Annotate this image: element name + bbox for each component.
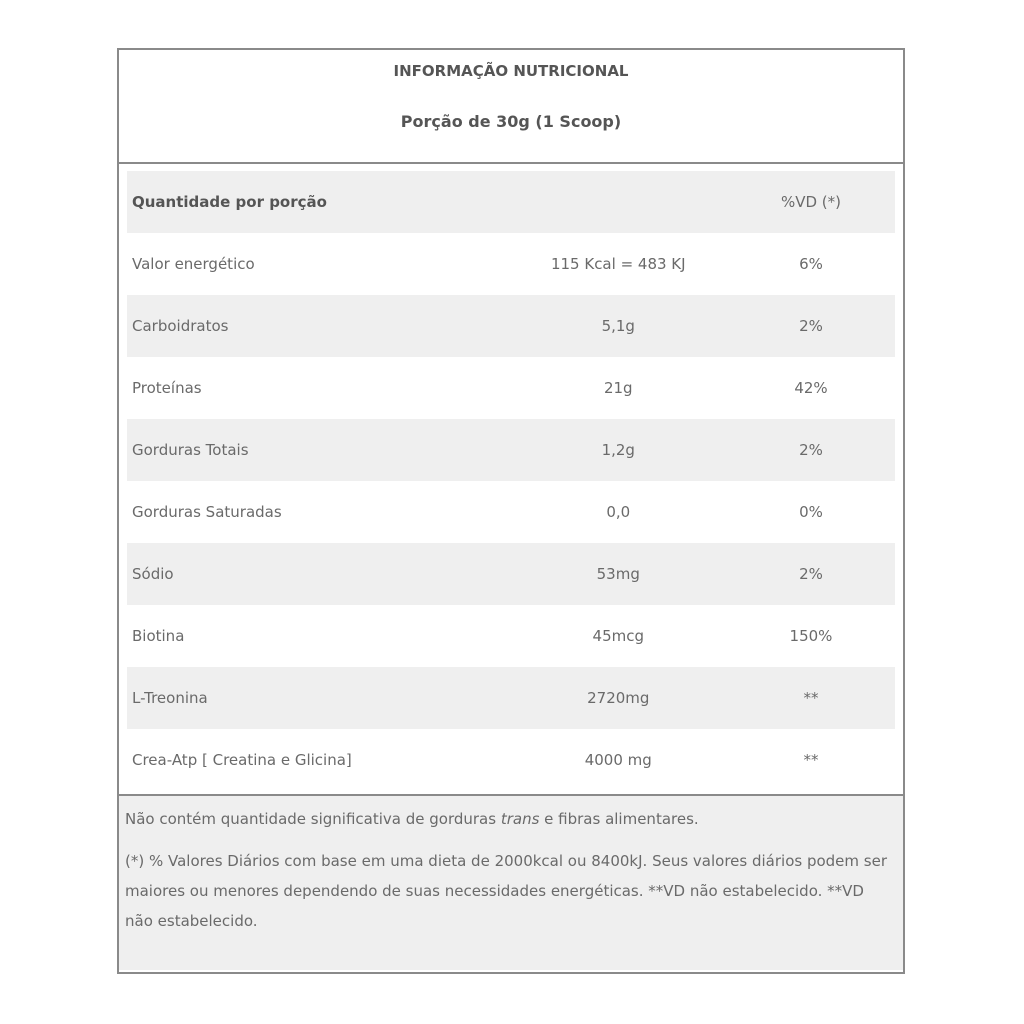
nutrition-table xyxy=(119,164,903,796)
nutrient-amount: 5,1g xyxy=(601,317,635,335)
label-header xyxy=(119,50,903,164)
column-header-dv: %VD (*) xyxy=(780,193,842,211)
nutrient-dv: 2% xyxy=(799,317,823,335)
table-row xyxy=(127,419,895,481)
nutrient-amount: 4000 mg xyxy=(584,751,652,769)
trans-fat-note: Não contém quantidade significativa de gorduras trans e fibras alimentares. xyxy=(125,810,699,828)
nutrient-name: Sódio xyxy=(132,565,174,583)
nutrient-dv: 42% xyxy=(794,379,828,397)
table-row xyxy=(127,605,895,667)
nutrient-amount: 0,0 xyxy=(606,503,631,521)
nutrient-dv: 150% xyxy=(789,627,833,645)
column-header-quantity: Quantidade por porção xyxy=(132,193,327,211)
nutrient-name: Gorduras Totais xyxy=(132,441,249,459)
nutrient-name: Valor energético xyxy=(132,255,255,273)
nutrient-name: L-Treonina xyxy=(132,689,208,707)
daily-value-note: (*) % Valores Diários com base em uma dieta de 2000kcal ou 8400kJ. Seus valores diários podem ser maiores ou menores dependendo de suas necessidades energéticas. **VD não estabelecido. **VD não estabelecido. xyxy=(125,852,887,930)
nutrient-amount: 21g xyxy=(603,379,633,397)
nutrient-name: Carboidratos xyxy=(132,317,229,335)
nutrient-amount: 1,2g xyxy=(601,441,635,459)
portion-size: Porção de 30g (1 Scoop) xyxy=(400,112,622,131)
nutrient-name: Biotina xyxy=(132,627,185,645)
table-row xyxy=(127,729,895,791)
table-row xyxy=(127,543,895,605)
label-footer xyxy=(119,796,903,970)
nutrient-name: Gorduras Saturadas xyxy=(132,503,282,521)
table-row xyxy=(127,481,895,543)
nutrient-amount: 2720mg xyxy=(587,689,650,707)
nutrient-amount: 115 Kcal = 483 KJ xyxy=(550,255,686,273)
nutrient-amount: 45mcg xyxy=(592,627,644,645)
label-title: INFORMAÇÃO NUTRICIONAL xyxy=(393,62,629,80)
nutrient-dv: 0% xyxy=(799,503,823,521)
table-row xyxy=(127,357,895,419)
table-row xyxy=(127,295,895,357)
nutrient-amount: 53mg xyxy=(596,565,640,583)
nutrient-dv: 2% xyxy=(799,565,823,583)
nutrient-dv: ** xyxy=(803,689,819,707)
nutrient-dv: ** xyxy=(803,751,819,769)
trans-word: trans xyxy=(500,810,540,828)
nutrient-name: Crea-Atp [ Creatina e Glicina] xyxy=(132,751,352,769)
table-row xyxy=(127,667,895,729)
nutrition-facts-label xyxy=(117,48,905,974)
table-header-row xyxy=(127,171,895,233)
nutrient-name: Proteínas xyxy=(132,379,202,397)
nutrient-dv: 6% xyxy=(799,255,823,273)
nutrient-dv: 2% xyxy=(799,441,823,459)
table-row xyxy=(127,233,895,295)
